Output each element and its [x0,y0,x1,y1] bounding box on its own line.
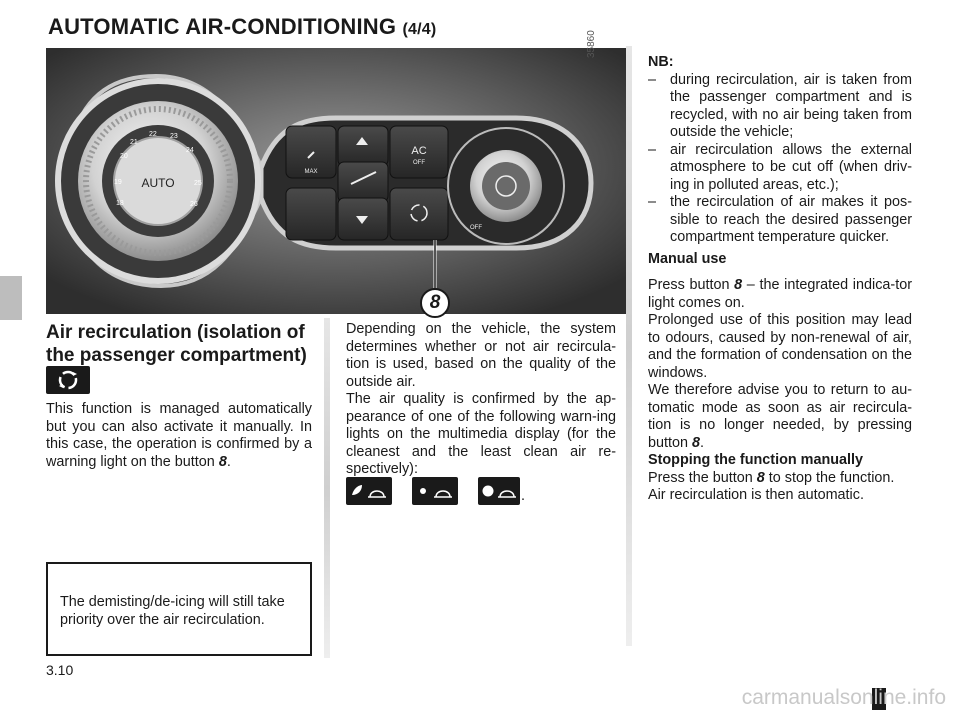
air-quality-poor-icon [478,477,520,505]
page-number: 3.10 [46,662,74,678]
nb-label: NB: [648,54,674,70]
stop-text: Press the button [648,469,757,486]
button-ref: 8 [218,453,227,470]
manual-para-2: Prolonged use of this position may lead to odours, caused by non-renewal of air, and the formation of condensation on the windows. [648,312,912,381]
dial-tick-label: 23 [170,133,178,140]
dial-tick-label: 19 [114,179,122,186]
section-heading: Air recirculation (isolation of the passenger compartment) [46,322,307,366]
stop-para-2: Air recirculation is then automatic. [648,487,864,503]
column-divider-left [324,318,330,658]
recirculation-icon [46,366,90,394]
manual-para-1 [648,277,912,312]
section-tab [0,276,22,320]
air-quality-medium-svg [412,477,458,505]
air-quality-medium-icon [412,477,458,505]
note-text: The demisting/de-icing will still take priority over the air recirculation. [60,594,285,628]
auto-label: AUTO [141,176,175,190]
nb-item: – air recirculation allows the external atmosphere to be cut off (when driv-ing in polluted areas, etc.); [648,142,912,195]
left-paragraph [46,401,312,471]
left-para-end: . [226,453,231,470]
manual-use-text [648,277,912,505]
air-quality-clean-svg [346,477,392,505]
dial-tick-label: 18 [116,200,124,207]
left-para-text: This function is managed automatically but you can also activate it manually. In this case, the operation is confirmed by a warning light on the button [46,401,312,470]
dial-tick-label: 22 [149,131,157,138]
nb-item: – during recirculation, air is taken from the passenger compartment and is recycled, with no air being taken from outside the vehicle; [648,72,912,142]
manual-use-heading: Manual use [648,251,727,267]
air-quality-poor-svg [478,477,520,505]
stop-para [648,470,912,488]
climate-panel-illustration [46,48,626,314]
callout-8: 8 [420,288,450,318]
manual-p3-end: . [700,434,705,451]
nb-list [648,72,912,247]
max-label: MAX [304,169,318,175]
watermark[interactable]: carmanualsonline.info [741,686,946,709]
image-code: 35860 [586,30,597,58]
ac-off-label: OFF [413,160,425,166]
button-ref: 8 [756,469,765,486]
fan-off-label: OFF [470,225,482,231]
recirculation-icon-svg [46,366,90,394]
dial-tick-label: 24 [186,147,194,154]
manual-para-3 [648,382,912,452]
stop-heading: Stopping the function manually [648,452,864,468]
dial-tick-label: 26 [190,201,198,208]
dial-tick-label: 25 [194,180,202,187]
icons-period: . [521,488,525,504]
note-box [46,562,312,656]
middle-para-2: The air quality is confirmed by the ap-pearance of one of the following warn-ing lights on the multimedia display (for the cleanest and the least clean air re-spectively): [346,391,616,477]
manual-p1-text: Press button [648,277,735,293]
title-text: AUTOMATIC AIR-CONDITIONING [48,14,397,39]
climate-panel-svg [46,48,626,314]
dial-tick-label: 21 [130,139,138,146]
nb-item: – the recirculation of air makes it pos-sible to reach the desired passenger compartment temperature quicker. [648,194,912,247]
button-ref: 8 [734,277,743,293]
air-quality-clean-icon [346,477,392,505]
manual-p1-end: – the integrated indica-tor light comes on. [648,277,912,311]
middle-paragraph [346,321,616,479]
manual-p3-text: We therefore advise you to return to au-tomatic mode as soon as air recircula-tion is no longer needed, by pressing button [648,382,912,451]
title-part: (4/4) [402,21,437,38]
column-divider-right [626,46,632,646]
ac-label: AC [411,145,427,157]
button-ref: 8 [692,434,701,451]
middle-para-1: Depending on the vehicle, the system determines whether or not air recircula-tion is used, based on the quality of the outside air. [346,321,616,390]
stop-end: to stop the function. [764,469,895,486]
nb-block [648,54,912,247]
page-title [48,14,436,40]
dial-tick-label: 20 [120,153,128,160]
